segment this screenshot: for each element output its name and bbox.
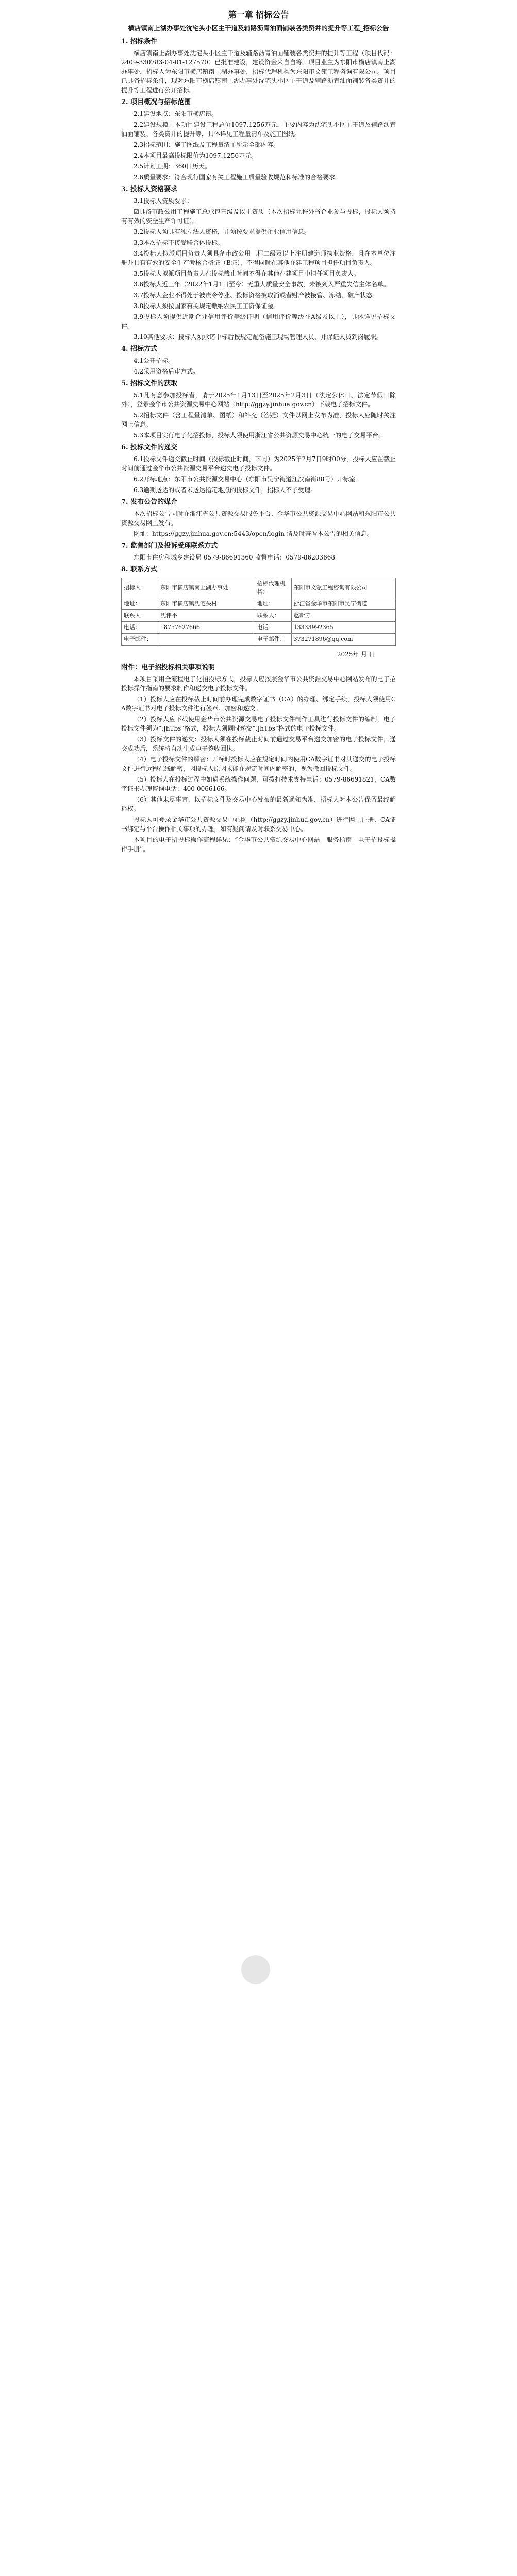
section-body bbox=[121, 48, 396, 95]
paragraph: 4.2采用资格后审方式。 bbox=[134, 368, 199, 375]
paragraph: 3.1投标人资质要求： bbox=[134, 197, 193, 205]
contact-value: 373271896@qq.com bbox=[291, 634, 395, 646]
contact-value: 浙江省金华市东阳市吴宁街道 bbox=[291, 598, 395, 610]
section-heading: 附件：电子招投标相关事项说明 bbox=[121, 664, 215, 671]
page-title: 第一章 招标公告 bbox=[228, 10, 289, 20]
contact-label: 地址： bbox=[122, 598, 158, 610]
document-title: 横店镇南上湖办事处沈宅头小区主干道及辅路沥青油面铺装各类资井的提升等工程_招标公告 bbox=[128, 24, 389, 32]
contact-row bbox=[122, 610, 396, 622]
paragraph: 3.2投标人须具有独立法人资格，并须按要求提供企业信用信息。 bbox=[134, 228, 311, 235]
contact-row bbox=[122, 578, 396, 598]
paragraph: 3.9投标人须提供近期企业信用评价等级证明（信用评价等级在A级及以上），具体详见招标文件。 bbox=[121, 313, 396, 330]
paragraph: （5）投标人在投标过程中如遇系统操作问题，可拨打技术支持电话：0579-86691821，CA数字证书办理咨询电话：400-0066166。 bbox=[121, 776, 396, 792]
contact-label: 电子邮件： bbox=[255, 634, 291, 646]
date-line: 2025年 月 日 bbox=[337, 651, 375, 658]
qr-stamp-icon bbox=[241, 1955, 270, 1984]
paragraph: 横店镇南上湖办事处沈宅头小区主干道及辅路沥青油面铺装各类资井的提升等工程（项目代码：2409-330783-04-01-127570）已批准建设，建设资金来自自筹。项目业主为东阳市横店镇南上湖办事处，招标人为东阳市横店镇南上湖办事处，招标代理机构为东阳市文瓴工程咨询有限公司。项目已具备招标条件，现对东阳市横店镇南上湖办事处沈宅头小区主干道及辅路沥青油面铺装各类资井的提升等工程进行公开招标。 bbox=[121, 49, 396, 94]
contact-value bbox=[158, 634, 255, 646]
paragraph: 2.6质量要求：符合现行国家有关工程施工质量验收规范和标准的合格要求。 bbox=[134, 174, 342, 181]
paragraph: 6.2开标地点：东阳市公共资源交易中心（东阳市吴宁街道江滨南街88号）开标室。 bbox=[134, 476, 362, 483]
contact-label: 联系人： bbox=[255, 610, 291, 622]
paragraph: 本项目的电子招投标操作流程详见：“金华市公共资源交易中心网站—服务指南—电子招投标操作手册”。 bbox=[121, 836, 396, 853]
paragraph: 3.3本次招标不接受联合体投标。 bbox=[134, 239, 224, 246]
section-heading: 8. 联系方式 bbox=[121, 566, 158, 573]
paragraph: 3.4投标人拟派项目负责人须具备市政公用工程二级及以上注册建造师执业资格，且在本单位注册并具有有效的安全生产考核合格证（B证），不得同时在其他在建工程项目担任项目负责人。 bbox=[121, 250, 396, 266]
paragraph: （6）其他未尽事宜，以招标文件及交易中心发布的最新通知为准，招标人对本公告保留最终解释权。 bbox=[121, 796, 396, 812]
section-heading: 6. 投标文件的递交 bbox=[121, 444, 178, 451]
section-body bbox=[121, 196, 396, 342]
contact-value: 沈伟平 bbox=[158, 610, 255, 622]
section-heading: 5. 招标文件的获取 bbox=[121, 380, 178, 387]
paragraph: 2.5计划工期：360日历天。 bbox=[134, 163, 211, 170]
paragraph: 5.1凡有意参加投标者，请于2025年1月13日至2025年2月3日（法定公休日、法定节假日除外），登录金华市公共资源交易中心网站（http://ggzy.jinhua.gov.cn）下载电子招标文件。 bbox=[121, 392, 396, 408]
contact-value: 18757627666 bbox=[158, 622, 255, 634]
paragraph: ☑具备市政公用工程施工总承包三级及以上资质（本次招标允许外省企业参与投标，投标人须持有有效的安全生产许可证）。 bbox=[121, 208, 396, 225]
paragraph: 2.4本项目最高投标限价为1097.1256万元。 bbox=[134, 152, 257, 159]
section-body bbox=[121, 391, 396, 440]
section-body bbox=[121, 454, 396, 495]
paragraph: 4.1公开招标。 bbox=[134, 357, 175, 364]
section-body bbox=[121, 509, 396, 538]
contact-value: 东阳市横店镇沈宅头村 bbox=[158, 598, 255, 610]
paragraph: 2.1建设地点：东阳市横店镇。 bbox=[134, 110, 218, 117]
paragraph: 6.3逾期送达的或者未送达指定地点的投标文件，招标人不予受理。 bbox=[134, 486, 317, 494]
section-body bbox=[121, 356, 396, 376]
paragraph: 3.5投标人拟派项目负责人在投标截止时间不得在其他在建项目中担任项目负责人。 bbox=[134, 270, 360, 277]
section-heading: 1. 招标条件 bbox=[121, 38, 158, 45]
section-heading: 4. 招标方式 bbox=[121, 345, 158, 353]
contact-label: 联系人： bbox=[122, 610, 158, 622]
sections-container bbox=[121, 37, 396, 574]
contact-table bbox=[121, 578, 396, 646]
paragraph: 3.8投标人须按国家有关规定缴纳农民工工资保证金。 bbox=[134, 302, 280, 310]
paragraph: 投标人可登录金华市公共资源交易中心网（http://ggzy.jinhua.gov.cn）进行网上注册、CA证书绑定与平台操作相关事项的办理，如有疑问请及时联系交易中心。 bbox=[121, 816, 396, 833]
paragraph: 东阳市住房和城乡建设局 0579-86691360 监督电话：0579-86203668 bbox=[134, 554, 335, 561]
paragraph: 本项目采用全流程电子化招投标方式，投标人应按照金华市公共资源交易中心网站发布的电子招投标操作指南的要求制作和递交电子投标文件。 bbox=[121, 675, 396, 692]
contact-label: 电话： bbox=[255, 622, 291, 634]
paragraph: 5.3本项目实行电子化招投标，投标人须使用浙江省公共资源交易中心统一的电子交易平台。 bbox=[134, 432, 385, 439]
section-body bbox=[121, 109, 396, 182]
contact-label: 电话： bbox=[122, 622, 158, 634]
contact-row bbox=[122, 634, 396, 646]
contact-label: 地址： bbox=[255, 598, 291, 610]
paragraph: 3.7投标人企业不得处于被责令停业、投标资格被取消或者财产被接管、冻结、破产状态。 bbox=[134, 292, 379, 299]
section-body bbox=[121, 674, 396, 854]
paragraph: 3.10其他要求：投标人须承诺中标后按规定配备施工现场管理人员，并保证人员到岗履职。 bbox=[134, 333, 382, 341]
paragraph: 2.2建设规模：本项目建设工程总价1097.1256万元，主要内容为沈宅头小区主干道及辅路沥青油面铺装、各类资井的提升等，具体详见工程量清单及施工图纸。 bbox=[121, 121, 396, 138]
paragraph: （2）投标人应下载使用金华市公共资源交易电子投标文件制作工具进行投标文件的编制，电子投标文件须为“.JhTbs”格式，投标人须同时递交“.JhTbs”格式的电子投标文件。 bbox=[121, 716, 396, 732]
paragraph: 网址：https://ggzy.jinhua.gov.cn:5443/open/login 请及时查看本公告的相关信息。 bbox=[134, 530, 373, 537]
contact-value: 13333992365 bbox=[291, 622, 395, 634]
section-heading: 3. 投标人资格要求 bbox=[121, 185, 178, 193]
paragraph: （3）投标文件的递交：投标人须在投标截止时间前通过交易平台递交加密的电子投标文件，递交成功后，系统将自动生成电子签收回执。 bbox=[121, 736, 396, 752]
paragraph: 6.1投标文件递交截止时间（投标截止时间，下同）为2025年2月7日9时00分，投标人应在截止时间前通过金华市公共资源交易平台递交电子投标文件。 bbox=[121, 455, 396, 472]
contact-label: 电子邮件： bbox=[122, 634, 158, 646]
section-heading: 7. 监督部门及投诉受理联系方式 bbox=[121, 542, 218, 550]
appendix-container bbox=[121, 663, 396, 854]
contact-label: 招标代理机构： bbox=[255, 578, 291, 598]
section-body bbox=[121, 553, 396, 562]
paragraph: 本次招标公告同时在浙江省公共资源交易服务平台、金华市公共资源交易中心网站和东阳市公共资源交易网上发布。 bbox=[121, 510, 396, 527]
contact-value: 东阳市文瓴工程咨询有限公司 bbox=[291, 578, 395, 598]
contact-row bbox=[122, 598, 396, 610]
section-heading: 7. 发布公告的媒介 bbox=[121, 498, 178, 506]
paragraph: （1）投标人应在投标截止时间前办理完成数字证书（CA）的办理、绑定手续，投标人须使用CA数字证书对电子投标文件进行签章、加密和递交。 bbox=[121, 696, 396, 712]
paragraph: 2.3招标范围：施工图纸及工程量清单所示全部内容。 bbox=[134, 141, 280, 148]
contact-value: 东阳市横店镇南上湖办事处 bbox=[158, 578, 255, 598]
paragraph: 5.2招标文件（含工程量清单、图纸）和补充（答疑）文件以网上发布为准，投标人应随时关注网上信息。 bbox=[121, 412, 396, 428]
section-heading: 2. 项目概况与招标范围 bbox=[121, 98, 191, 106]
contact-value: 赵新芳 bbox=[291, 610, 395, 622]
contact-label: 招标人： bbox=[122, 578, 158, 598]
contact-row bbox=[122, 622, 396, 634]
paragraph: （4）电子投标文件的解密：开标时投标人应在规定时间内使用CA数字证书对其递交的电子投标文件进行远程在线解密，因投标人原因未能在规定时间内解密的，视为撤回投标文件。 bbox=[121, 756, 396, 772]
paragraph: 3.6投标人近三年（2022年1月1日至今）无重大质量安全事故，未被列入严重失信主体名单。 bbox=[134, 281, 390, 288]
